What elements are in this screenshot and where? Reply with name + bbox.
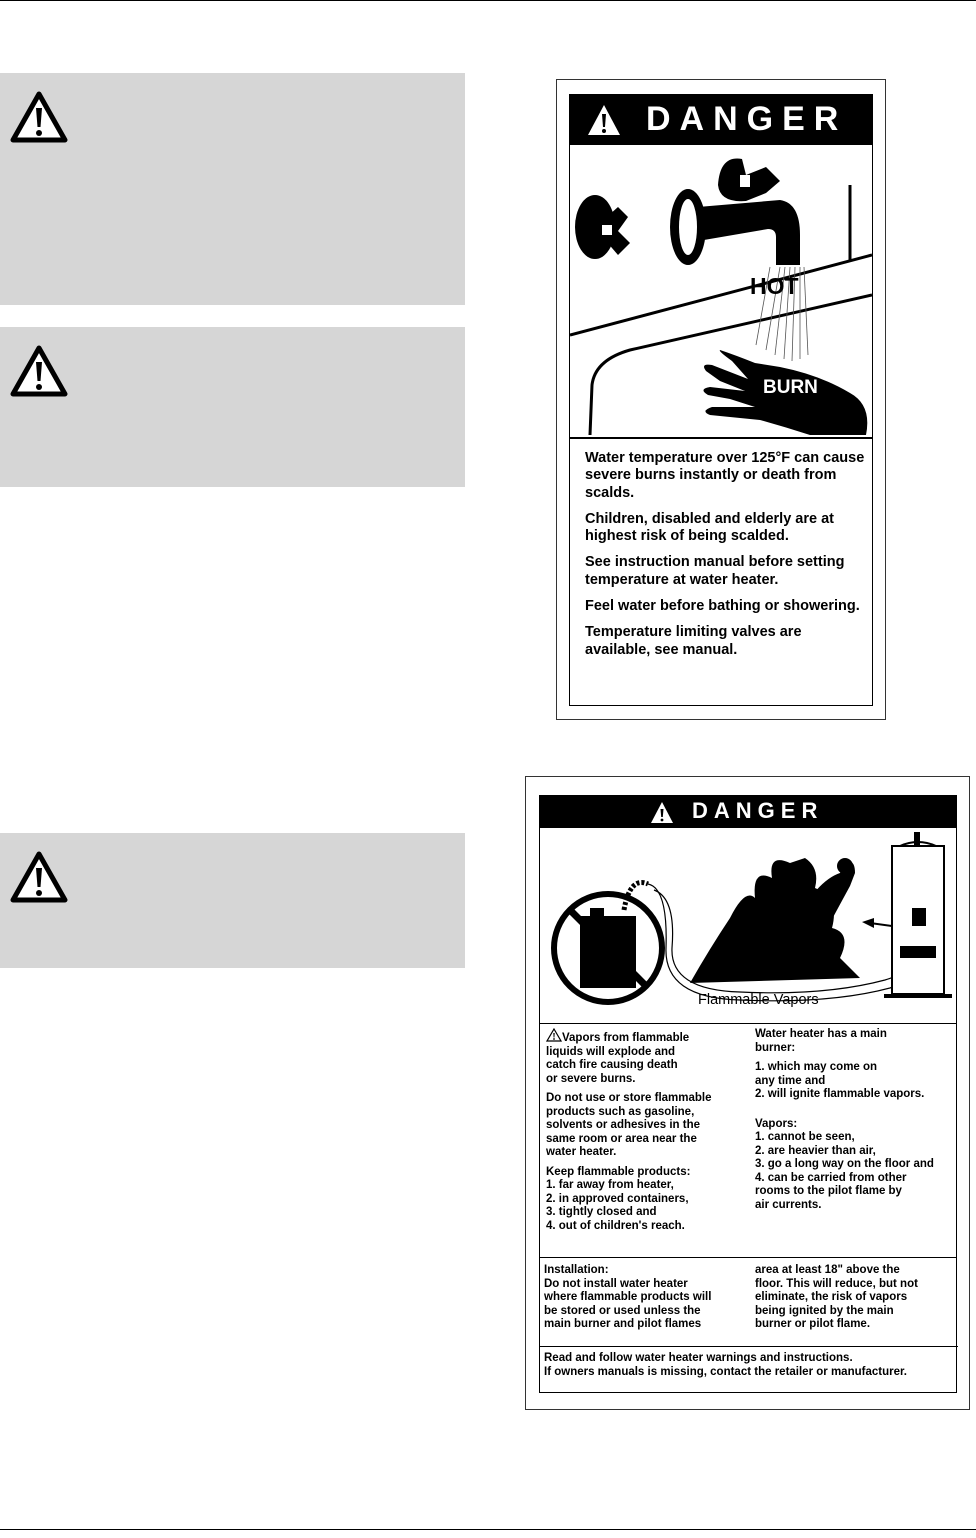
installation-left-text: Installation: Do not install water heater where flammable products will be stored or used unless the main burner and pilot flames [544,1264,712,1330]
scald-label-header [570,95,872,145]
vapor-label-frame [539,795,957,1393]
vapors-title: Vapors: [755,1117,798,1130]
warning-triangle-icon [10,91,68,143]
installation-divider [540,1257,956,1258]
vapor-label-divider [540,1023,956,1024]
scald-label-title: DANGER [646,100,848,138]
flammable-vapors-caption: Flammable Vapors [698,992,819,1008]
warning-box-3 [0,833,465,968]
hot-text: HOT [750,273,799,299]
scald-paragraph: Children, disabled and elderly are at highest risk of being scalded. [585,510,834,545]
main-burner-list: 1. which may come on any time and 2. will ignite flammable vapors. [755,1061,925,1100]
vapor-danger-label [525,776,970,1410]
danger-triangle-icon [650,801,674,824]
warning-box-1 [0,73,465,305]
footer-line-2: If owners manuals is missing, contact the retailer or manufacturer. [544,1366,907,1378]
installation-left [544,1264,749,1338]
vapor-left-column [546,1028,746,1239]
danger-triangle-icon [586,103,622,137]
warning-triangle-icon [10,851,68,903]
footer-line-1: Read and follow water heater warnings and instructions. [544,1352,853,1364]
vapor-storage-text: Do not use or store flammable products such as gasoline, solvents or adhesives in the same room or area near the water heater. [546,1092,712,1158]
vapor-label-header [540,796,956,828]
scald-label-divider [570,437,872,439]
scald-label-text [585,450,865,668]
keep-products-title: Keep flammable products: [546,1165,691,1178]
scald-paragraph: See instruction manual before setting temperature at water heater. [585,554,845,588]
vapor-warning-text: Vapors from flammable liquids will explode and catch fire causing death or severe burns. [546,1032,690,1085]
vapor-label-title: DANGER [692,798,824,823]
scald-paragraph: Water temperature over 125°F can cause severe burns instantly or death from scalds. [585,450,865,501]
warning-box-2 [0,327,465,487]
bottom-rule [0,1529,976,1530]
vapor-right-column [755,1028,955,1218]
faucet-burn-illustration [570,145,872,435]
burn-text: BURN [763,377,818,398]
vapors-list: 1. cannot be seen, 2. are heavier than air, 3. go a long way on the floor and 4. can be carried from other rooms to the pilot flame by air currents. [755,1131,934,1211]
vapor-label-footer [544,1351,954,1379]
scald-danger-label [556,79,886,720]
installation-right [755,1264,955,1338]
main-burner-text: Water heater has a main burner: [755,1028,887,1054]
footer-divider [540,1346,958,1347]
scald-paragraph: Temperature limiting valves are available, see manual. [585,624,802,658]
keep-products-list: 1. far away from heater, 2. in approved containers, 3. tightly closed and 4. out of children's reach. [546,1179,689,1232]
warning-triangle-icon [10,345,68,397]
scald-label-frame [569,94,873,706]
installation-right-text: area at least 18" above the floor. This will reduce, but not eliminate, the risk of vapors being ignited by the main burner or pilot flame. [755,1264,918,1330]
top-rule [0,0,976,1]
small-warning-icon [546,1028,562,1042]
scald-paragraph: Feel water before bathing or showering. [585,598,860,615]
